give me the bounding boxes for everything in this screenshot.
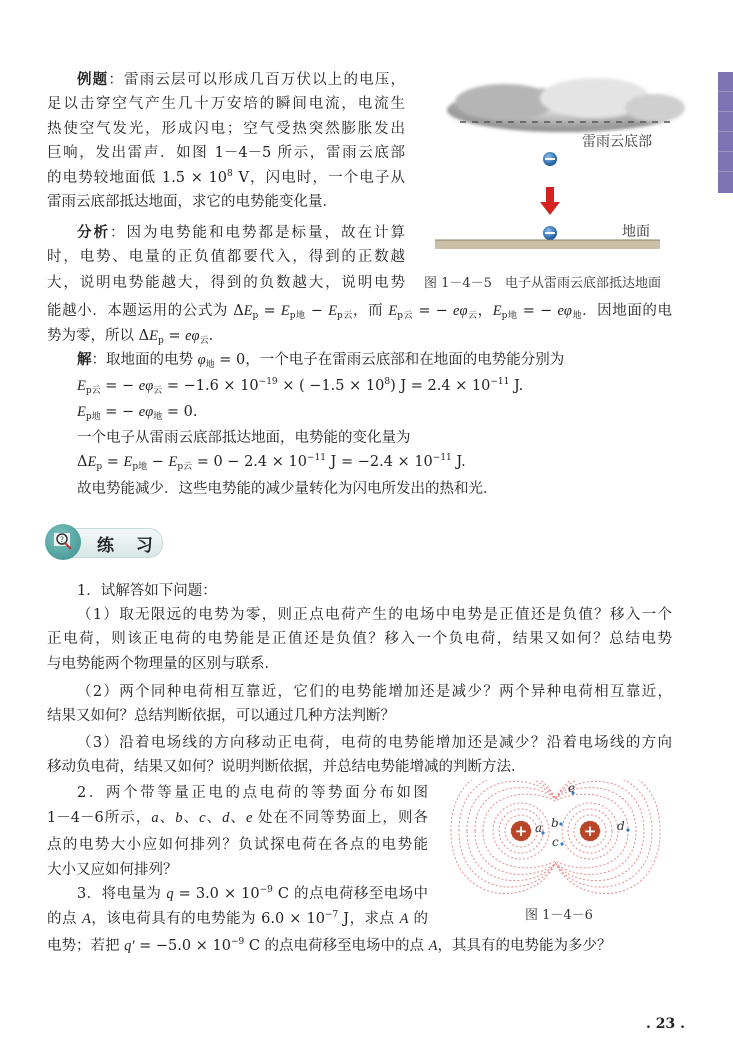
point-label-c: c — [552, 835, 559, 849]
text-segment: 大小又应如何排列？ — [47, 862, 178, 878]
text-line — [47, 706, 395, 726]
text-segment: 雷雨云底部抵达地面，求它的电势能变化量． — [47, 194, 337, 210]
superscript: −11 — [490, 377, 510, 387]
text-line — [77, 479, 498, 499]
text-segment: V，闪电时，一个电子从 — [232, 170, 405, 186]
text-segment: 时，电势、电量的正负值都要代入，得到的正数越 — [47, 249, 405, 265]
math-symbol: a — [151, 810, 159, 826]
math-symbol: eφ — [453, 303, 468, 319]
math-symbol: A — [82, 911, 91, 927]
point-label-a: a — [535, 821, 543, 835]
subscript: p云 — [337, 311, 353, 321]
text-segment: = — [258, 303, 281, 319]
text-line — [47, 909, 428, 929]
text-segment: = − — [100, 378, 139, 394]
text-line — [77, 452, 466, 472]
text-segment: − — [147, 454, 169, 470]
superscript: 8 — [384, 377, 391, 387]
point-label-e: e — [568, 781, 576, 795]
subscript: p — [96, 462, 103, 472]
text-segment: 、 — [158, 810, 176, 826]
text-segment: 结果又如何？总结判断依据，可以通过几种方法判断？ — [47, 708, 395, 724]
subscript: 云 — [467, 311, 478, 321]
text-line — [47, 808, 428, 828]
text-segment: = − — [517, 303, 558, 319]
text-segment: C 的点电荷移至电场中 — [272, 886, 429, 902]
equipotential-contour — [459, 780, 652, 887]
text-segment: 移动负电荷，结果又如何？说明判断依据，并总结电势能增减的判断方法． — [47, 759, 526, 775]
text-line — [47, 273, 405, 293]
cloud-icon — [447, 78, 685, 132]
math-symbol: E — [492, 303, 502, 319]
text-segment: ， — [477, 303, 493, 319]
svg-text:?: ? — [60, 536, 64, 544]
text-line — [47, 94, 405, 114]
text-line — [77, 605, 672, 625]
text-segment: 处在不同等势面上，则各 — [252, 810, 428, 826]
text-line — [47, 301, 672, 321]
text-line — [47, 860, 178, 880]
subscript: p — [252, 311, 259, 321]
math-symbol: b — [175, 810, 183, 826]
subscript: p地 — [289, 311, 306, 321]
text-line — [77, 350, 564, 370]
text-line — [77, 733, 672, 753]
superscript: −11 — [432, 453, 452, 463]
text-segment: 大，说明电势能越大，得到的负数越大，说明电势 — [47, 275, 405, 291]
math-symbol: E — [149, 328, 158, 344]
text-segment: = 3.0 × 10 — [173, 886, 260, 902]
figure-1-4-6 — [440, 780, 700, 900]
text-segment: = — [102, 454, 124, 470]
text-segment: × ( −1.5 × 10 — [277, 378, 385, 394]
text-segment: = − — [413, 303, 454, 319]
text-segment: 能越小．本题运用的公式为 Δ — [47, 303, 244, 319]
text-segment: 3．将电量为 — [77, 886, 167, 902]
text-segment: ．因地面的电 — [582, 303, 673, 319]
superscript: −19 — [258, 377, 278, 387]
subscript: 云 — [153, 386, 163, 396]
text-segment: （3）沿着电场线的方向移动正电荷，电荷的电势能增加还是减少？沿着电场线的方向 — [77, 735, 672, 751]
text-segment: − — [305, 303, 329, 319]
text-segment: ，该电荷具有的电势能为 6.0 × 10 — [90, 911, 325, 927]
math-symbol: q′ — [124, 938, 135, 954]
text-segment: = 0，一个电子在雷雨云底部和在地面的电势能分别为 — [214, 352, 565, 368]
text-line — [47, 654, 279, 674]
text-segment: 、 — [229, 810, 246, 826]
text-segment: = −5.0 × 10 — [134, 938, 231, 954]
text-segment: 势为零，所以 Δ — [47, 328, 150, 344]
text-segment: ：取地面的电势 — [91, 352, 198, 368]
text-segment: ：雷雨云层可以形成几百万伏以上的电压， — [108, 72, 406, 88]
text-segment: （2）两个同种电荷相互靠近，它们的电势能增加还是减少？两个异种电荷相互靠近， — [77, 684, 672, 700]
text-segment: 足以击穿空气产生几十万安培的瞬间电流，电流生 — [47, 96, 405, 112]
text-segment: 一个电子从雷雨云底部抵达地面，电势能的变化量为 — [77, 430, 411, 446]
subscript: 云 — [199, 336, 209, 346]
text-segment: ) J = 2.4 × 10 — [390, 378, 491, 394]
subscript: 地 — [571, 311, 583, 321]
math-symbol: eφ — [185, 328, 200, 344]
text-line — [77, 682, 672, 702]
magnifier-question-icon — [45, 524, 81, 560]
text-segment: 故电势能减少．这些电势能的减少量转化为闪电所发出的热和光． — [77, 481, 498, 497]
text-segment: ，而 — [352, 303, 389, 319]
text-segment: 热使空气发光，形成闪电；空气受热突然膨胀发出 — [47, 121, 405, 137]
math-symbol: q — [166, 886, 174, 902]
charge-sign: + — [514, 822, 528, 840]
text-segment: C 的点电荷移至电场中的点 — [244, 938, 429, 954]
text-segment: 电势；若把 — [47, 938, 125, 954]
point-b — [559, 822, 562, 825]
text-line — [47, 326, 223, 346]
text-line — [47, 247, 405, 267]
text-segment: 正电荷，则该正电荷的电势能是正值还是负值？移入一个负电荷，结果又如何？总结电势 — [47, 631, 672, 647]
math-symbol: E — [280, 303, 290, 319]
text-segment: 的 — [408, 911, 429, 927]
subscript: p地 — [85, 412, 101, 422]
superscript: −7 — [324, 910, 339, 920]
subscript: 地 — [205, 360, 215, 370]
text-segment: J = −2.4 × 10 — [325, 454, 433, 470]
math-symbol: E — [87, 454, 97, 470]
text-segment: J. — [509, 378, 524, 394]
text-segment: J，求点 — [338, 911, 400, 927]
figure-1-4-5-caption: 图 1－4－5 电子从雷雨云底部抵达地面 — [424, 276, 661, 291]
superscript: −9 — [230, 937, 245, 947]
text-segment: 的点 — [47, 911, 83, 927]
bold-label: 分析 — [77, 224, 110, 241]
text-line — [47, 192, 337, 212]
text-segment: 、 — [182, 810, 200, 826]
subscript: 地 — [153, 412, 163, 422]
text-line — [77, 783, 428, 803]
text-line — [47, 629, 672, 649]
text-line — [77, 428, 411, 448]
text-segment: = − — [100, 404, 139, 420]
bold-label: 例题 — [77, 71, 109, 88]
down-arrow-icon — [540, 187, 560, 215]
charge-sign: + — [583, 822, 597, 840]
ground-label: 地面 — [622, 224, 650, 240]
math-symbol: E — [77, 404, 86, 420]
chapter-side-tab — [718, 72, 733, 193]
math-symbol: E — [388, 303, 398, 319]
point-d — [626, 828, 629, 831]
text-segment: 点的电势大小应如何排列？负试探电荷在各点的电势能 — [47, 837, 428, 853]
math-symbol: E — [123, 454, 133, 470]
text-line — [47, 119, 405, 139]
math-symbol: E — [168, 454, 178, 470]
bold-label: 解 — [77, 351, 92, 368]
text-segment: = — [163, 328, 186, 344]
text-segment: 巨响，发出雷声．如图 1－4－5 所示，雷雨云底部 — [47, 145, 405, 161]
text-segment: 、 — [205, 810, 223, 826]
subscript: p云 — [177, 462, 193, 472]
math-symbol: c — [199, 810, 206, 826]
text-segment: 的电势较地面低 1.5 × 10 — [47, 170, 228, 186]
figure-1-4-5 — [435, 70, 695, 270]
text-line — [47, 168, 405, 188]
practice-title: 练 习 — [97, 536, 161, 556]
subscript: p地 — [501, 311, 518, 321]
text-segment: = 0 − 2.4 × 10 — [192, 454, 307, 470]
math-symbol: e — [245, 810, 253, 826]
text-segment: = 0. — [162, 404, 198, 420]
subscript: p — [157, 336, 164, 346]
text-segment: 2．两个带等量正电的点电荷的等势面分布如图 — [77, 785, 428, 801]
math-symbol: eφ — [138, 404, 154, 420]
text-line — [47, 835, 428, 855]
page-number: . 23 . — [646, 1016, 685, 1032]
math-symbol: E — [328, 303, 338, 319]
text-segment: 1．试解答如下问题： — [77, 583, 217, 599]
math-symbol: eφ — [138, 378, 154, 394]
superscript: −11 — [306, 453, 326, 463]
superscript: −9 — [259, 885, 273, 895]
math-symbol: A — [399, 911, 409, 927]
point-label-d: d — [617, 819, 625, 833]
text-line — [77, 376, 523, 396]
math-symbol: E — [77, 378, 86, 394]
text-segment: 1－4－6所示， — [47, 810, 152, 826]
text-line — [47, 143, 405, 163]
text-line — [77, 223, 405, 243]
math-symbol: E — [243, 303, 253, 319]
text-line — [47, 936, 612, 956]
text-segment: 与电势能两个物理量的区别与联系． — [47, 656, 279, 672]
text-line — [77, 884, 428, 904]
subscript: p地 — [132, 462, 148, 472]
text-segment: J. — [451, 454, 466, 470]
superscript: 8 — [227, 169, 233, 179]
text-line — [77, 402, 197, 422]
text-line — [77, 70, 405, 90]
math-symbol: A — [428, 938, 438, 954]
text-segment: ，其具有的电势能为多少？ — [437, 938, 612, 954]
text-line — [47, 757, 526, 777]
point-c — [560, 842, 563, 845]
cloud-bottom-label: 雷雨云底部 — [582, 134, 652, 150]
math-symbol: φ — [197, 352, 206, 368]
point-label-b: b — [551, 816, 559, 830]
text-segment: ：因为电势能和电势都是标量，故在计算 — [110, 225, 405, 241]
practice-section-header — [45, 524, 161, 560]
ground-icon — [435, 240, 660, 249]
subscript: p云 — [85, 386, 101, 396]
text-segment: = −1.6 × 10 — [162, 378, 259, 394]
text-segment: Δ — [77, 454, 88, 470]
text-segment: ． — [208, 328, 224, 344]
figure-1-4-6-caption: 图 1－4－6 — [525, 908, 593, 923]
text-line — [77, 581, 217, 601]
subscript: p云 — [397, 311, 414, 321]
math-symbol: d — [222, 810, 230, 826]
text-segment: （1）取无限远的电势为零，则正点电荷产生的电场中电势是正值还是负值？移入一个 — [77, 607, 672, 623]
math-symbol: eφ — [557, 303, 572, 319]
